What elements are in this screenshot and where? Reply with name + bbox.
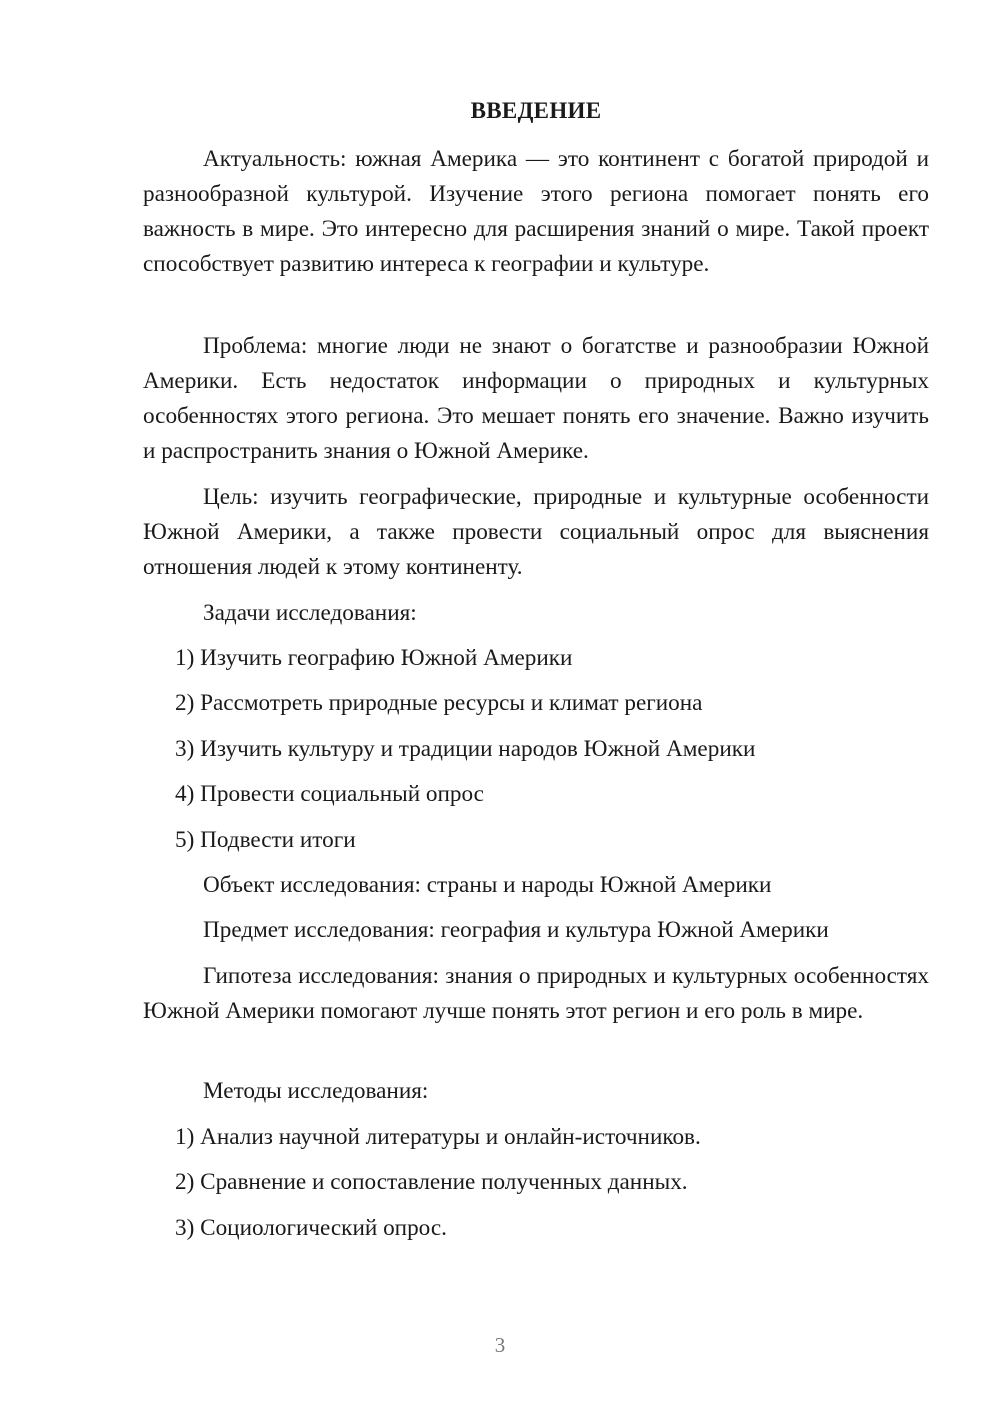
problem-paragraph	[143, 329, 929, 469]
task-item-text: 4) Провести социальный опрос	[175, 781, 484, 807]
problem-text: Проблема: многие люди не знают о богатстве и разнообразии Южной Америки. Есть недостаток информации о природных и культурных особенностях этого региона. Это мешает понять его значение. Важно изучить и распространить знания о Южной Америке.	[143, 333, 929, 464]
hypothesis-paragraph	[143, 959, 929, 1029]
relevance-paragraph	[143, 142, 929, 282]
goal-text: Цель: изучить географические, природные и культурные особенности Южной Америки, а также провести социальный опрос для выяснения отношения людей к этому континенту.	[143, 484, 929, 580]
task-item	[143, 732, 929, 767]
method-item	[143, 1211, 929, 1246]
object-line	[143, 868, 929, 903]
relevance-text: Актуальность: южная Америка — это континент с богатой природой и разнообразной культурой. Изучение этого региона помогает понять его важность в мире. Это интересно для расширения знаний о мире. Такой проект способствует развитию интереса к географии и культуре.	[143, 146, 929, 277]
task-item	[143, 686, 929, 721]
task-item	[143, 641, 929, 676]
goal-paragraph	[143, 480, 929, 585]
method-item-text: 3) Социологический опрос.	[175, 1215, 447, 1241]
task-item	[143, 777, 929, 812]
task-item-text: 1) Изучить географию Южной Америки	[175, 645, 573, 671]
page-title: ВВЕДЕНИЕ	[470, 98, 602, 123]
method-item-text: 2) Сравнение и сопоставление полученных данных.	[175, 1169, 688, 1195]
methods-heading-text: Методы исследования:	[203, 1078, 429, 1104]
task-item-text: 2) Рассмотреть природные ресурсы и климат региона	[175, 690, 703, 716]
task-item-text: 3) Изучить культуру и традиции народов Южной Америки	[175, 736, 756, 762]
method-item	[143, 1165, 929, 1200]
object-text: Объект исследования: страны и народы Южной Америки	[203, 872, 772, 898]
tasks-heading-text: Задачи исследования:	[203, 600, 417, 626]
method-item	[143, 1120, 929, 1155]
methods-heading	[143, 1074, 929, 1109]
subject-text: Предмет исследования: география и культура Южной Америки	[203, 917, 829, 943]
subject-line	[143, 913, 929, 948]
task-item	[143, 823, 929, 858]
task-item-text: 5) Подвести итоги	[175, 827, 356, 853]
tasks-heading	[143, 596, 929, 631]
hypothesis-text: Гипотеза исследования: знания о природных и культурных особенностях Южной Америки помогают лучше понять этот регион и его роль в мире.	[143, 963, 929, 1024]
page-number: 3	[494, 1333, 506, 1357]
method-item-text: 1) Анализ научной литературы и онлайн-источников.	[175, 1124, 701, 1150]
